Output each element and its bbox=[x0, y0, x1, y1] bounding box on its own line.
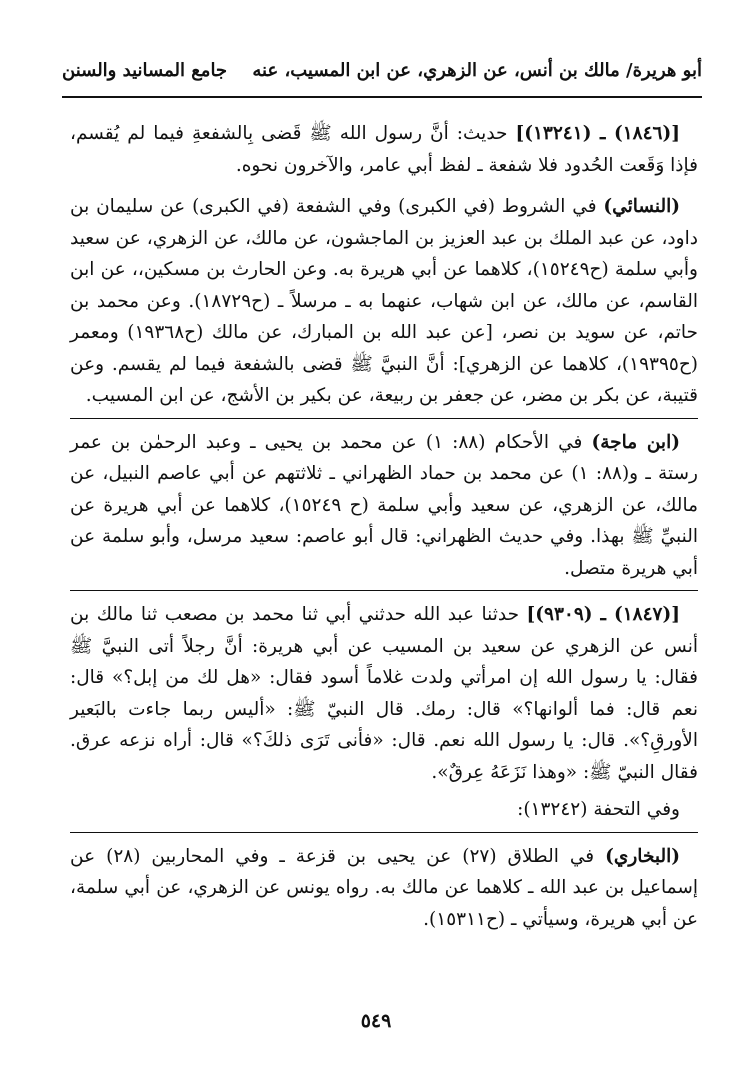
bukhari-paragraph bbox=[70, 841, 698, 936]
hadith-text: حديث: أنَّ رسول الله ﷺ قَضى بِالشفعةِ فيما لم يُقسم، فإذا وَقَعت الحُدود فلا شفعة ـ لفظ أبي عامر، والآخرون نحوه. bbox=[70, 123, 698, 176]
page-number: ٥٤٩ bbox=[360, 1010, 392, 1032]
spacer bbox=[70, 181, 698, 191]
hadith-entry-1846 bbox=[70, 118, 698, 181]
section-divider bbox=[70, 832, 698, 833]
hadith-number: [(١٨٤٧) ـ (٩٣٠٩)] bbox=[526, 604, 680, 625]
source-label: (البخاري) bbox=[605, 845, 680, 867]
ibn-majah-paragraph bbox=[70, 427, 698, 585]
source-label: (ابن ماجة) bbox=[591, 431, 680, 453]
source-text: في الطلاق (٢٧) عن يحيى بن قزعة ـ وفي المحاربين (٢٨) عن إسماعيل بن عبد الله ـ كلاهما عن مالك به. رواه يونس عن الزهري، عن أبي سلمة، عن أبي هريرة، وسيأتي ـ (ح١٥٣١١). bbox=[70, 845, 698, 930]
section-divider bbox=[70, 418, 698, 419]
tuhfa-label: وفي التحفة (١٣٢٤٢): bbox=[517, 799, 680, 820]
header-rule bbox=[62, 96, 702, 98]
hadith-entry-1847 bbox=[70, 599, 698, 788]
hadith-text: حدثنا عبد الله حدثني أبي ثنا محمد بن مصعب ثنا مالك بن أنس عن الزهري عن سعيد بن المسيب عن أبي هريرة: أنَّ رجلاً أتى النبيَّ ﷺ فقال: يا رسول الله إن امرأتي ولدت غلاماً أسود فقال: «هل لك من إبل؟» قال: نعم قال: فما ألوانها؟» قال: رمك. قال النبيّ ﷺ: «أليس ربما جاءت بالبَعير الأورقِ؟». قال: يا رسول الله نعم. قال: «فأنى تَرَى ذلكَ؟» قال: أراه نزعه عرق. فقال النبيّ ﷺ: «وهذا نَزَعَهُ عِرقٌ». bbox=[70, 604, 698, 783]
source-text: في الشروط (في الكبرى) وفي الشفعة (في الكبرى) عن سليمان بن داود، عن عبد الملك بن عبد العزيز بن الماجشون، عن مالك، عن الزهري، عن سعيد وأبي سلمة (ح١٥٢٤٩)، كلاهما عن أبي هريرة به. وعن الحارث بن مسكين،، عن ابن القاسم، عن مالك، عن ابن شهاب، عنهما به ـ مرسلاً ـ (ح١٨٧٢٩). وعن محمد بن حاتم، عن سويد بن نصر، [عن عبد الله بن المبارك، عن مالك (ح١٩٣٦٨) ومعمر (ح١٩٣٩٥)، كلاهما عن الزهري]: أنَّ النبيَّ ﷺ قضى بالشفعة فيما لم يقسم. وعن قتيبة، عن بكر بن مضر، عن جعفر بن ربيعة، عن بكير بن الأشج، عن ابن المسيب. bbox=[70, 196, 698, 406]
running-header bbox=[62, 60, 702, 90]
source-text: في الأحكام (٨٨: ١) عن محمد بن يحيى ـ وعبد الرحمٰن بن عمر رستة ـ و(٨٨: ١) عن محمد بن حماد الظهراني ـ ثلاثتهم عن أبي عاصم النبيل، عن مالك، عن الزهري، عن سعيد وأبي سلمة (ح ١٥٢٤٩)، كلاهما عن أبي هريرة عن النبيِّ ﷺ بهذا. وفي حديث الظهراني: قال أبو عاصم: سعيد مرسل، وأبو سلمة عن أبي هريرة متصل. bbox=[70, 431, 698, 579]
hadith-number: [(١٨٤٦) ـ (١٣٢٤١)] bbox=[515, 123, 681, 144]
section-divider bbox=[70, 590, 698, 591]
tuhfa-reference bbox=[70, 794, 698, 826]
header-chain: أبو هريرة/ مالك بن أنس، عن الزهري، عن ابن المسيب، عنه bbox=[252, 60, 702, 81]
header-book-title: جامع المسانيد والسنن bbox=[62, 60, 228, 81]
page-body bbox=[70, 118, 698, 935]
source-label: (النسائي) bbox=[603, 196, 680, 217]
nasai-paragraph bbox=[70, 191, 698, 412]
